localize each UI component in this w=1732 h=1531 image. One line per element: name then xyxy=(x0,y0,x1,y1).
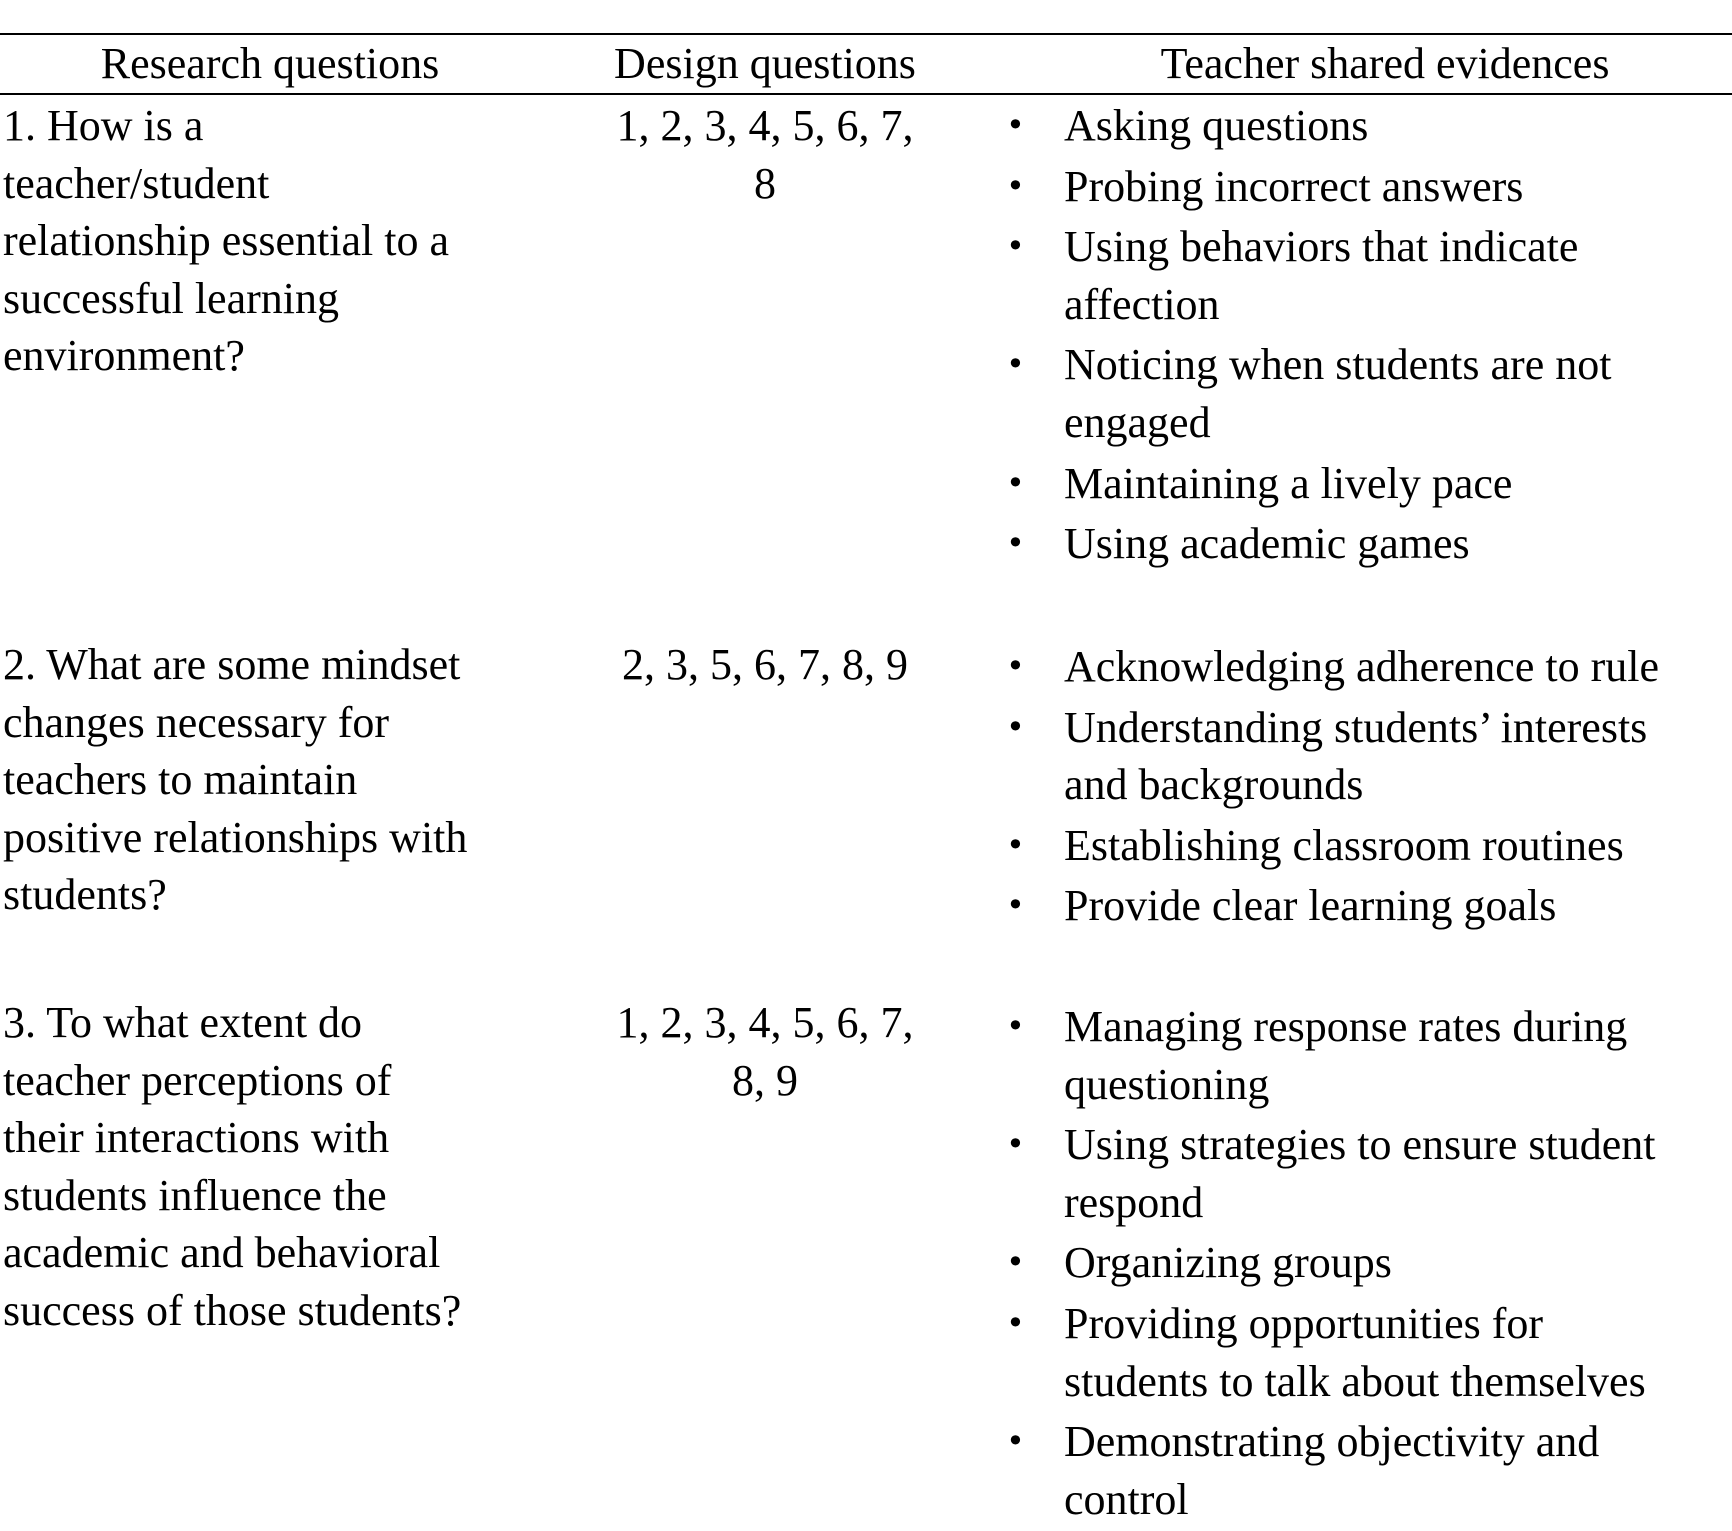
list-item xyxy=(1000,1116,1732,1231)
evidence-line: students to talk about themselves xyxy=(1064,1356,1646,1406)
evidence-line: Probing incorrect answers xyxy=(1064,161,1524,211)
research-question-line: 2. What are some mindset xyxy=(3,640,461,689)
bullet-icon: • xyxy=(1006,1303,1025,1342)
bullet-icon: • xyxy=(1006,647,1025,685)
evidence-line: Understanding students’ interests xyxy=(1064,702,1648,752)
bullet-icon: • xyxy=(1006,345,1025,384)
design-questions-3 xyxy=(575,994,955,1109)
evidence-line: engaged xyxy=(1064,397,1211,447)
evidence-line: Acknowledging adherence to rule xyxy=(1064,642,1659,691)
evidence-list-1 xyxy=(1000,97,1732,576)
research-question-2 xyxy=(3,636,563,924)
bullet-icon: • xyxy=(1006,524,1025,563)
research-question-line: their interactions with xyxy=(3,1113,390,1163)
evidence-line: Demonstrating objectivity and xyxy=(1064,1417,1600,1467)
bullet-icon: • xyxy=(1006,1125,1025,1164)
evidence-line: Provide clear learning goals xyxy=(1064,881,1557,931)
list-item xyxy=(1000,817,1732,875)
bullet-icon: • xyxy=(1006,106,1025,144)
bullet-icon: • xyxy=(1006,227,1025,266)
research-question-line: academic and behavioral xyxy=(3,1228,441,1278)
design-question-line: 8, 9 xyxy=(732,1055,798,1105)
bullet-icon: • xyxy=(1006,886,1025,925)
research-question-line: positive relationships with xyxy=(3,812,468,862)
evidence-line: respond xyxy=(1064,1177,1204,1227)
bullet-icon: • xyxy=(1006,1007,1025,1045)
header-design-questions: Design questions xyxy=(614,39,916,88)
evidence-line: Using academic games xyxy=(1064,519,1470,569)
research-question-line: success of those students? xyxy=(3,1285,462,1335)
research-question-line: successful learning xyxy=(3,273,339,323)
list-item xyxy=(1000,699,1732,814)
evidence-line: Noticing when students are not xyxy=(1064,340,1612,390)
research-question-line: students? xyxy=(3,870,167,920)
list-item xyxy=(1000,515,1732,573)
evidence-line: Providing opportunities for xyxy=(1064,1298,1544,1348)
bullet-icon: • xyxy=(1006,1243,1025,1282)
evidence-line: Organizing groups xyxy=(1064,1238,1392,1288)
evidence-line: control xyxy=(1064,1474,1189,1524)
evidence-line: and backgrounds xyxy=(1064,760,1364,810)
list-item xyxy=(1000,1234,1732,1292)
research-question-line: students influence the xyxy=(3,1170,387,1220)
research-question-3 xyxy=(3,994,563,1340)
evidence-line: Maintaining a lively pace xyxy=(1064,458,1513,508)
design-questions-2 xyxy=(575,636,955,694)
research-question-line: teacher perceptions of xyxy=(3,1055,392,1105)
evidence-line: Asking questions xyxy=(1064,101,1369,150)
research-question-line: teachers to maintain xyxy=(3,755,358,805)
list-item xyxy=(1000,1295,1732,1410)
research-question-line: teacher/student xyxy=(3,158,270,208)
evidence-line: Using strategies to ensure student xyxy=(1064,1120,1656,1170)
list-item xyxy=(1000,336,1732,451)
header-research-questions: Research questions xyxy=(100,39,440,88)
research-question-line: 1. How is a xyxy=(3,101,204,150)
design-question-line: 1, 2, 3, 4, 5, 6, 7, xyxy=(616,998,914,1047)
list-item xyxy=(1000,455,1732,513)
evidence-line: questioning xyxy=(1064,1059,1270,1109)
bullet-icon: • xyxy=(1006,1422,1025,1461)
list-item xyxy=(1000,218,1732,333)
list-item xyxy=(1000,1413,1732,1528)
design-question-line: 8 xyxy=(754,158,776,208)
table-header-rule xyxy=(0,93,1732,95)
research-question-line: relationship essential to a xyxy=(3,216,449,266)
list-item xyxy=(1000,998,1732,1113)
research-question-1 xyxy=(3,97,563,385)
design-question-line: 2, 3, 5, 6, 7, 8, 9 xyxy=(622,640,908,689)
research-question-line: environment? xyxy=(3,331,245,381)
research-question-line: 3. To what extent do xyxy=(3,998,363,1047)
design-questions-1 xyxy=(575,97,955,212)
bullet-icon: • xyxy=(1006,166,1025,205)
list-item xyxy=(1000,97,1732,155)
evidence-list-3 xyxy=(1000,998,1732,1531)
header-teacher-evidences: Teacher shared evidences xyxy=(1160,39,1610,88)
evidence-line: Using behaviors that indicate xyxy=(1064,222,1579,272)
bullet-icon: • xyxy=(1006,463,1025,502)
bullet-icon: • xyxy=(1006,825,1025,864)
list-item xyxy=(1000,877,1732,935)
evidence-list-2 xyxy=(1000,638,1732,938)
list-item xyxy=(1000,638,1732,696)
evidence-line: Managing response rates during xyxy=(1064,1002,1628,1051)
list-item xyxy=(1000,158,1732,216)
evidence-line: affection xyxy=(1064,279,1220,329)
design-question-line: 1, 2, 3, 4, 5, 6, 7, xyxy=(616,101,914,150)
bullet-icon: • xyxy=(1006,707,1025,746)
research-question-line: changes necessary for xyxy=(3,697,390,747)
evidence-line: Establishing classroom routines xyxy=(1064,820,1624,870)
